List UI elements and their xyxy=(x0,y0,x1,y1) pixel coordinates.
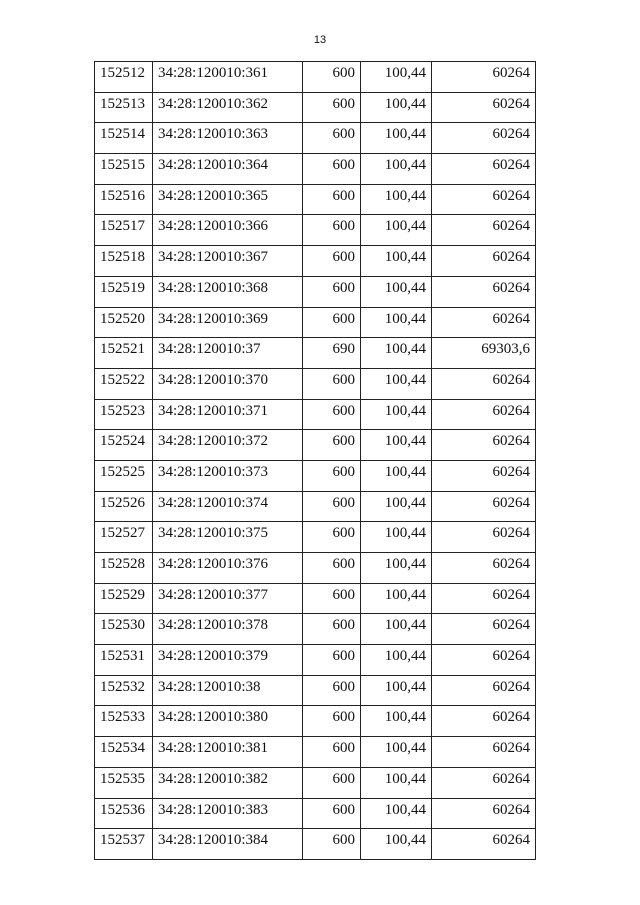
table-row xyxy=(95,184,536,215)
area-cell: 600 xyxy=(303,92,361,123)
row-number-cell: 152531 xyxy=(95,645,153,676)
row-number-cell: 152513 xyxy=(95,92,153,123)
row-number-cell: 152537 xyxy=(95,829,153,860)
total-value-cell: 60264 xyxy=(432,829,536,860)
table-row xyxy=(95,675,536,706)
rate-cell: 100,44 xyxy=(361,460,432,491)
area-cell: 600 xyxy=(303,798,361,829)
row-number-cell: 152529 xyxy=(95,583,153,614)
total-value-cell: 60264 xyxy=(432,276,536,307)
cadastral-number-cell: 34:28:120010:371 xyxy=(153,399,303,430)
total-value-cell: 69303,6 xyxy=(432,338,536,369)
area-cell: 600 xyxy=(303,460,361,491)
total-value-cell: 60264 xyxy=(432,798,536,829)
area-cell: 600 xyxy=(303,62,361,93)
rate-cell: 100,44 xyxy=(361,246,432,277)
table-row xyxy=(95,154,536,185)
rate-cell: 100,44 xyxy=(361,583,432,614)
cadastral-number-cell: 34:28:120010:370 xyxy=(153,368,303,399)
rate-cell: 100,44 xyxy=(361,338,432,369)
rate-cell: 100,44 xyxy=(361,645,432,676)
total-value-cell: 60264 xyxy=(432,737,536,768)
table-row xyxy=(95,829,536,860)
table-row xyxy=(95,338,536,369)
total-value-cell: 60264 xyxy=(432,368,536,399)
cadastral-number-cell: 34:28:120010:382 xyxy=(153,767,303,798)
table-row xyxy=(95,522,536,553)
cadastral-number-cell: 34:28:120010:379 xyxy=(153,645,303,676)
rate-cell: 100,44 xyxy=(361,767,432,798)
row-number-cell: 152514 xyxy=(95,123,153,154)
table-row xyxy=(95,307,536,338)
area-cell: 600 xyxy=(303,522,361,553)
table-row xyxy=(95,62,536,93)
total-value-cell: 60264 xyxy=(432,583,536,614)
rate-cell: 100,44 xyxy=(361,399,432,430)
area-cell: 690 xyxy=(303,338,361,369)
total-value-cell: 60264 xyxy=(432,62,536,93)
total-value-cell: 60264 xyxy=(432,491,536,522)
area-cell: 600 xyxy=(303,215,361,246)
cadastral-number-cell: 34:28:120010:378 xyxy=(153,614,303,645)
rate-cell: 100,44 xyxy=(361,123,432,154)
cadastral-number-cell: 34:28:120010:362 xyxy=(153,92,303,123)
row-number-cell: 152533 xyxy=(95,706,153,737)
total-value-cell: 60264 xyxy=(432,645,536,676)
row-number-cell: 152535 xyxy=(95,767,153,798)
cadastral-number-cell: 34:28:120010:361 xyxy=(153,62,303,93)
table-body xyxy=(95,62,536,860)
row-number-cell: 152515 xyxy=(95,154,153,185)
area-cell: 600 xyxy=(303,430,361,461)
row-number-cell: 152532 xyxy=(95,675,153,706)
cadastral-number-cell: 34:28:120010:383 xyxy=(153,798,303,829)
table-row xyxy=(95,430,536,461)
total-value-cell: 60264 xyxy=(432,460,536,491)
row-number-cell: 152517 xyxy=(95,215,153,246)
cadastral-number-cell: 34:28:120010:381 xyxy=(153,737,303,768)
total-value-cell: 60264 xyxy=(432,184,536,215)
row-number-cell: 152518 xyxy=(95,246,153,277)
row-number-cell: 152528 xyxy=(95,553,153,584)
rate-cell: 100,44 xyxy=(361,614,432,645)
area-cell: 600 xyxy=(303,583,361,614)
cadastral-number-cell: 34:28:120010:366 xyxy=(153,215,303,246)
area-cell: 600 xyxy=(303,645,361,676)
cadastral-number-cell: 34:28:120010:373 xyxy=(153,460,303,491)
rate-cell: 100,44 xyxy=(361,184,432,215)
cadastral-number-cell: 34:28:120010:364 xyxy=(153,154,303,185)
rate-cell: 100,44 xyxy=(361,675,432,706)
table-row xyxy=(95,246,536,277)
cadastral-number-cell: 34:28:120010:369 xyxy=(153,307,303,338)
cadastral-number-cell: 34:28:120010:380 xyxy=(153,706,303,737)
rate-cell: 100,44 xyxy=(361,276,432,307)
area-cell: 600 xyxy=(303,491,361,522)
cadastral-number-cell: 34:28:120010:38 xyxy=(153,675,303,706)
area-cell: 600 xyxy=(303,184,361,215)
row-number-cell: 152525 xyxy=(95,460,153,491)
area-cell: 600 xyxy=(303,276,361,307)
table-row xyxy=(95,215,536,246)
area-cell: 600 xyxy=(303,553,361,584)
table-row xyxy=(95,706,536,737)
rate-cell: 100,44 xyxy=(361,154,432,185)
row-number-cell: 152536 xyxy=(95,798,153,829)
total-value-cell: 60264 xyxy=(432,553,536,584)
rate-cell: 100,44 xyxy=(361,62,432,93)
area-cell: 600 xyxy=(303,154,361,185)
area-cell: 600 xyxy=(303,123,361,154)
total-value-cell: 60264 xyxy=(432,430,536,461)
table-row xyxy=(95,92,536,123)
page-number: 13 xyxy=(313,34,327,46)
area-cell: 600 xyxy=(303,737,361,768)
total-value-cell: 60264 xyxy=(432,675,536,706)
row-number-cell: 152516 xyxy=(95,184,153,215)
table-row xyxy=(95,645,536,676)
total-value-cell: 60264 xyxy=(432,215,536,246)
rate-cell: 100,44 xyxy=(361,368,432,399)
table-row xyxy=(95,276,536,307)
row-number-cell: 152527 xyxy=(95,522,153,553)
table-row xyxy=(95,460,536,491)
cadastral-number-cell: 34:28:120010:367 xyxy=(153,246,303,277)
rate-cell: 100,44 xyxy=(361,706,432,737)
table-row xyxy=(95,399,536,430)
rate-cell: 100,44 xyxy=(361,92,432,123)
area-cell: 600 xyxy=(303,614,361,645)
area-cell: 600 xyxy=(303,675,361,706)
total-value-cell: 60264 xyxy=(432,399,536,430)
cadastral-number-cell: 34:28:120010:384 xyxy=(153,829,303,860)
total-value-cell: 60264 xyxy=(432,92,536,123)
cadastral-number-cell: 34:28:120010:376 xyxy=(153,553,303,584)
total-value-cell: 60264 xyxy=(432,767,536,798)
area-cell: 600 xyxy=(303,246,361,277)
row-number-cell: 152521 xyxy=(95,338,153,369)
cadastral-number-cell: 34:28:120010:368 xyxy=(153,276,303,307)
table-row xyxy=(95,767,536,798)
row-number-cell: 152522 xyxy=(95,368,153,399)
rate-cell: 100,44 xyxy=(361,737,432,768)
total-value-cell: 60264 xyxy=(432,522,536,553)
rate-cell: 100,44 xyxy=(361,430,432,461)
row-number-cell: 152524 xyxy=(95,430,153,461)
total-value-cell: 60264 xyxy=(432,246,536,277)
row-number-cell: 152530 xyxy=(95,614,153,645)
table-row xyxy=(95,614,536,645)
cadastral-number-cell: 34:28:120010:363 xyxy=(153,123,303,154)
cadastral-number-cell: 34:28:120010:37 xyxy=(153,338,303,369)
row-number-cell: 152534 xyxy=(95,737,153,768)
total-value-cell: 60264 xyxy=(432,706,536,737)
rate-cell: 100,44 xyxy=(361,491,432,522)
rate-cell: 100,44 xyxy=(361,829,432,860)
table-row xyxy=(95,491,536,522)
total-value-cell: 60264 xyxy=(432,123,536,154)
total-value-cell: 60264 xyxy=(432,614,536,645)
rate-cell: 100,44 xyxy=(361,798,432,829)
total-value-cell: 60264 xyxy=(432,307,536,338)
area-cell: 600 xyxy=(303,706,361,737)
land-parcel-table xyxy=(94,61,536,860)
row-number-cell: 152526 xyxy=(95,491,153,522)
table-row xyxy=(95,798,536,829)
total-value-cell: 60264 xyxy=(432,154,536,185)
cadastral-number-cell: 34:28:120010:375 xyxy=(153,522,303,553)
rate-cell: 100,44 xyxy=(361,522,432,553)
area-cell: 600 xyxy=(303,307,361,338)
row-number-cell: 152519 xyxy=(95,276,153,307)
table-row xyxy=(95,737,536,768)
cadastral-number-cell: 34:28:120010:377 xyxy=(153,583,303,614)
row-number-cell: 152523 xyxy=(95,399,153,430)
row-number-cell: 152520 xyxy=(95,307,153,338)
area-cell: 600 xyxy=(303,829,361,860)
rate-cell: 100,44 xyxy=(361,215,432,246)
cadastral-number-cell: 34:28:120010:374 xyxy=(153,491,303,522)
table-row xyxy=(95,583,536,614)
row-number-cell: 152512 xyxy=(95,62,153,93)
cadastral-number-cell: 34:28:120010:365 xyxy=(153,184,303,215)
table-row xyxy=(95,368,536,399)
table-row xyxy=(95,553,536,584)
table-row xyxy=(95,123,536,154)
cadastral-number-cell: 34:28:120010:372 xyxy=(153,430,303,461)
area-cell: 600 xyxy=(303,767,361,798)
rate-cell: 100,44 xyxy=(361,307,432,338)
area-cell: 600 xyxy=(303,399,361,430)
rate-cell: 100,44 xyxy=(361,553,432,584)
area-cell: 600 xyxy=(303,368,361,399)
